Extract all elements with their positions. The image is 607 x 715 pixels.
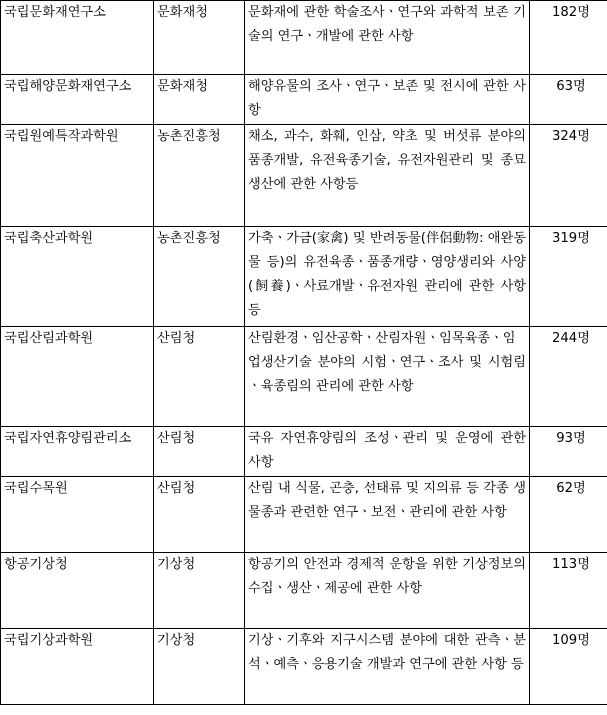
staff-count-cell: 63명 — [530, 75, 607, 125]
staff-count-cell: 109명 — [530, 629, 607, 705]
staff-count-cell: 113명 — [530, 553, 607, 629]
agency-cell: 문화재청 — [154, 1, 245, 75]
staff-count-cell: 182명 — [530, 1, 607, 75]
org-name-cell: 국립해양문화재연구소 — [1, 75, 154, 125]
agency-cell: 산림청 — [154, 327, 245, 427]
table-row — [1, 327, 607, 427]
duty-cell: 산림 내 식물, 곤충, 선태류 및 지의류 등 각종 생물종과 관련한 연구ㆍ보전ㆍ관리에 관한 사항 — [245, 477, 530, 553]
table-row — [1, 75, 607, 125]
staff-count-cell: 324명 — [530, 125, 607, 227]
agency-cell: 농촌진흥청 — [154, 125, 245, 227]
staff-count-cell: 319명 — [530, 227, 607, 327]
org-name-cell: 국립자연휴양림관리소 — [1, 427, 154, 477]
agency-cell: 산림청 — [154, 427, 245, 477]
staff-count-cell: 244명 — [530, 327, 607, 427]
table-row — [1, 125, 607, 227]
table-row — [1, 629, 607, 705]
agency-cell: 기상청 — [154, 553, 245, 629]
duty-cell: 국유 자연휴양림의 조성ㆍ관리 및 운영에 관한 사항 — [245, 427, 530, 477]
table-row — [1, 477, 607, 553]
staff-count-cell: 62명 — [530, 477, 607, 553]
table-row — [1, 553, 607, 629]
agency-cell: 기상청 — [154, 629, 245, 705]
agency-cell: 문화재청 — [154, 75, 245, 125]
table-row — [1, 227, 607, 327]
duty-cell: 채소, 과수, 화훼, 인삼, 약초 및 버섯류 분야의 품종개발, 유전육종기술, 유전자원관리 및 종묘생산에 관한 사항등 — [245, 125, 530, 227]
org-name-cell: 국립수목원 — [1, 477, 154, 553]
org-name-cell: 국립산림과학원 — [1, 327, 154, 427]
org-name-cell: 국립축산과학원 — [1, 227, 154, 327]
org-name-cell: 국립문화재연구소 — [1, 1, 154, 75]
agency-cell: 농촌진흥청 — [154, 227, 245, 327]
duty-cell: 가축ㆍ가금(家禽) 및 반려동물(伴侶動物: 애완동물 등)의 유전육종ㆍ품종개량ㆍ영양생리와 사양(飼養)ㆍ사료개발ㆍ유전자원 관리에 관한 사항 등 — [245, 227, 530, 327]
org-name-cell: 국립기상과학원 — [1, 629, 154, 705]
duty-cell: 해양유물의 조사ㆍ연구ㆍ보존 및 전시에 관한 사항 — [245, 75, 530, 125]
duty-cell: 기상ㆍ기후와 지구시스템 분야에 대한 관측ㆍ분석ㆍ예측ㆍ응용기술 개발과 연구에 관한 사항 등 — [245, 629, 530, 705]
duty-cell: 항공기의 안전과 경제적 운항을 위한 기상정보의 수집ㆍ생산ㆍ제공에 관한 사항 — [245, 553, 530, 629]
org-name-cell: 항공기상청 — [1, 553, 154, 629]
agency-cell: 산림청 — [154, 477, 245, 553]
duty-cell: 문화재에 관한 학술조사ㆍ연구와 과학적 보존 기술의 연구ㆍ개발에 관한 사항 — [245, 1, 530, 75]
duty-cell: 산림환경ㆍ임산공학ㆍ산림자원ㆍ임목육종ㆍ임업생산기술 분야의 시험ㆍ연구ㆍ조사 및 시험림ㆍ육종림의 관리에 관한 사항 — [245, 327, 530, 427]
org-name-cell: 국립원예특작과학원 — [1, 125, 154, 227]
staff-count-cell: 93명 — [530, 427, 607, 477]
table-row — [1, 1, 607, 75]
table-row — [1, 427, 607, 477]
